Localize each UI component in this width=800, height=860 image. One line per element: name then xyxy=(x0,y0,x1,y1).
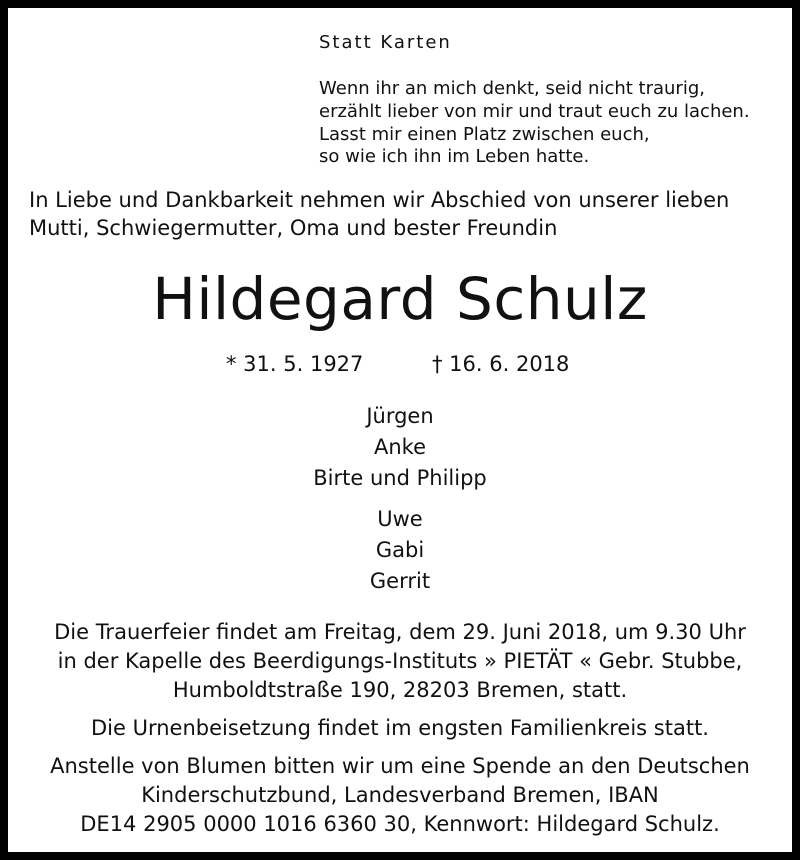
donation-line-1: Anstelle von Blumen bitten wir um eine Spende an den Deutschen xyxy=(50,754,750,778)
burial-info: Die Urnenbeisetzung findet im engsten Familienkreis statt. xyxy=(90,716,709,740)
mourner-name: Uwe xyxy=(377,507,423,531)
service-line-2: in der Kapelle des Beerdigungs-Instituts » PIETÄT « Gebr. Stubbe, xyxy=(57,649,743,673)
poem-line-1: Wenn ihr an mich denkt, seid nicht traurig, xyxy=(319,78,705,99)
mourner-name: Gerrit xyxy=(369,569,431,593)
donation-line-2: Kinderschutzbund, Landesverband Bremen, IBAN xyxy=(141,783,659,807)
death-date: † 16. 6. 2018 xyxy=(432,352,570,376)
service-line-1: Die Trauerfeier findet am Freitag, dem 29. Juni 2018, um 9.30 Uhr xyxy=(54,620,746,644)
donation-line-3: DE14 2905 0000 1016 6360 30, Kennwort: Hildegard Schulz. xyxy=(80,812,720,836)
intro-line-1: In Liebe und Dankbarkeit nehmen wir Abschied von unserer lieben xyxy=(29,188,730,212)
birth-date: * 31. 5. 1927 xyxy=(226,352,364,376)
deceased-name: Hildegard Schulz xyxy=(152,265,648,333)
mourner-name: Birte und Philipp xyxy=(313,466,487,490)
mourner-name: Anke xyxy=(373,435,426,459)
obituary-notice xyxy=(8,8,792,852)
mourner-name: Jürgen xyxy=(366,404,434,428)
intro-line-2: Mutti, Schwiegermutter, Oma und bester Freundin xyxy=(29,216,558,240)
service-line-3: Humboldtstraße 190, 28203 Bremen, statt. xyxy=(172,678,628,702)
header-statt-karten: Statt Karten xyxy=(319,32,452,53)
mourner-name: Gabi xyxy=(375,538,425,562)
poem-line-3: Lasst mir einen Platz zwischen euch, xyxy=(319,124,650,145)
poem-line-2: erzählt lieber von mir und traut euch zu lachen. xyxy=(319,101,750,122)
poem-line-4: so wie ich ihn im Leben hatte. xyxy=(319,146,590,167)
